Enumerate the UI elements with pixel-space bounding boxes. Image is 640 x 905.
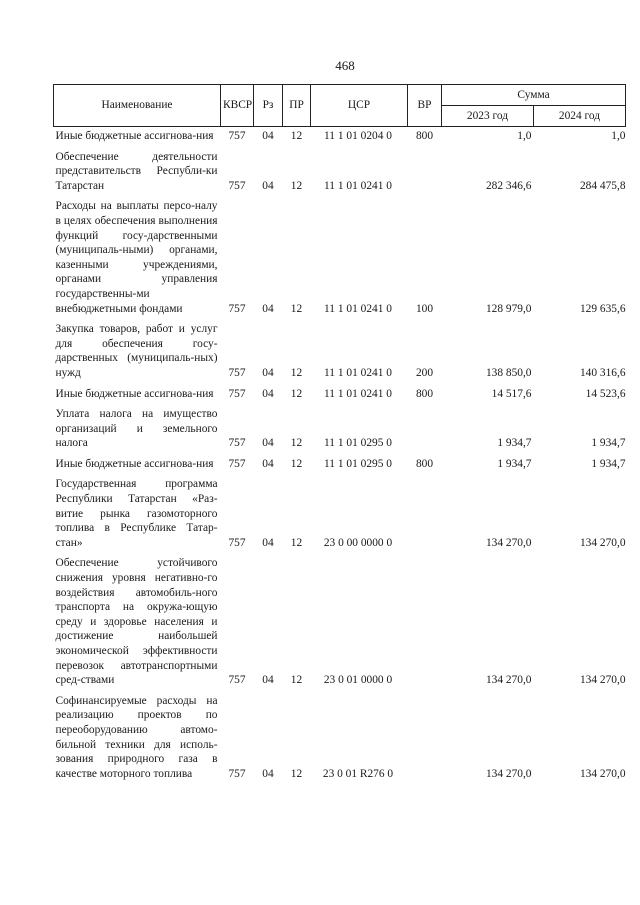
cell-vr: 100 bbox=[415, 302, 434, 315]
table-row bbox=[54, 384, 626, 405]
header-pr: ПР bbox=[283, 85, 311, 127]
cell-pr: 12 bbox=[290, 536, 303, 549]
cell-rz: 04 bbox=[262, 437, 274, 450]
cell-rz: 04 bbox=[262, 387, 274, 400]
budget-table bbox=[53, 84, 626, 784]
cell-pr: 12 bbox=[290, 387, 303, 400]
cell-csr: 11 1 01 0241 0 bbox=[324, 302, 392, 315]
cell-pr: 12 bbox=[290, 130, 303, 142]
cell-sum-2023: 134 270,0 bbox=[485, 674, 532, 687]
cell-name: Иные бюджетные ассигнова-ния bbox=[55, 457, 214, 470]
cell-sum-2024: 284 475,8 bbox=[579, 179, 626, 192]
cell-csr: 23 0 01 0000 0 bbox=[323, 674, 393, 687]
cell-vr bbox=[408, 553, 442, 690]
cell-name: Софинансируемые расходы на реализацию проектов по переоборудованию автомо-бильной техники для исполь-зования природного газа в качестве моторного топлива bbox=[55, 694, 218, 780]
table-row bbox=[54, 691, 626, 785]
cell-pr: 12 bbox=[290, 767, 303, 780]
header-vr: ВР bbox=[408, 85, 442, 127]
cell-csr: 11 1 01 0295 0 bbox=[324, 457, 392, 470]
cell-sum-2023: 1 934,7 bbox=[497, 457, 532, 470]
cell-sum-2024: 134 270,0 bbox=[579, 536, 626, 549]
header-year-2024: 2024 год bbox=[534, 106, 626, 127]
cell-sum-2024: 134 270,0 bbox=[579, 767, 626, 780]
cell-kvsr: 757 bbox=[228, 674, 246, 687]
cell-vr: 200 bbox=[415, 366, 434, 379]
table-row bbox=[54, 553, 626, 690]
table-header bbox=[54, 85, 626, 127]
cell-name: Расходы на выплаты персо-налу в целях обеспечения выполнения функций госу-дарственными (муниципаль-ными) органами, казенными учреждениями, органами управления государственны-ми внебюджетными фондами bbox=[55, 200, 218, 315]
page-number: 468 bbox=[335, 58, 355, 73]
cell-rz: 04 bbox=[262, 767, 274, 780]
cell-csr: 23 0 01 R276 0 bbox=[322, 767, 394, 780]
cell-vr bbox=[408, 474, 442, 553]
cell-kvsr: 757 bbox=[228, 437, 246, 450]
cell-vr: 800 bbox=[415, 130, 434, 142]
cell-name: Обеспечение деятельности представительств Республи-ки Татарстан bbox=[55, 150, 218, 192]
cell-kvsr: 757 bbox=[228, 767, 246, 780]
cell-rz: 04 bbox=[262, 302, 274, 315]
table-row bbox=[54, 474, 626, 553]
cell-kvsr: 757 bbox=[228, 457, 246, 470]
cell-sum-2024: 1 934,7 bbox=[591, 457, 626, 470]
cell-pr: 12 bbox=[290, 179, 303, 192]
cell-sum-2023: 14 517,6 bbox=[491, 387, 532, 400]
cell-vr: 800 bbox=[415, 387, 434, 400]
table-row bbox=[54, 454, 626, 475]
cell-kvsr: 757 bbox=[228, 130, 246, 142]
cell-kvsr: 757 bbox=[228, 536, 246, 549]
table-row bbox=[54, 147, 626, 197]
cell-sum-2024: 1,0 bbox=[611, 130, 626, 142]
cell-name: Уплата налога на имущество организаций и земельного налога bbox=[55, 408, 218, 450]
cell-csr: 11 1 01 0295 0 bbox=[324, 437, 392, 450]
table-row bbox=[54, 404, 626, 454]
cell-sum-2023: 1,0 bbox=[517, 130, 532, 142]
cell-name: Иные бюджетные ассигнова-ния bbox=[55, 387, 214, 400]
cell-csr: 11 1 01 0204 0 bbox=[324, 130, 392, 142]
header-year-2023: 2023 год bbox=[442, 106, 534, 127]
cell-csr: 11 1 01 0241 0 bbox=[324, 387, 392, 400]
cell-pr: 12 bbox=[290, 302, 303, 315]
cell-csr: 23 0 00 0000 0 bbox=[323, 536, 393, 549]
table-body bbox=[54, 127, 626, 785]
cell-sum-2024: 129 635,6 bbox=[579, 302, 626, 315]
table-row bbox=[54, 127, 626, 147]
cell-kvsr: 757 bbox=[228, 387, 246, 400]
header-kvsr: КВСР bbox=[221, 85, 254, 127]
cell-sum-2024: 1 934,7 bbox=[591, 437, 626, 450]
cell-sum-2024: 14 523,6 bbox=[585, 387, 626, 400]
cell-kvsr: 757 bbox=[228, 302, 246, 315]
cell-sum-2024: 134 270,0 bbox=[579, 674, 626, 687]
cell-name: Обеспечение устойчивого снижения уровня негативно-го воздействия автомобиль-ного транспорта на окружа-ющую среду и здоровье населения и достижение наибольшей экономической эффективности перевозок автотранспортными сред-ствами bbox=[55, 557, 218, 687]
cell-sum-2023: 138 850,0 bbox=[485, 366, 532, 379]
cell-rz: 04 bbox=[262, 130, 274, 142]
table-row bbox=[54, 196, 626, 319]
header-csr: ЦСР bbox=[311, 85, 408, 127]
cell-sum-2023: 128 979,0 bbox=[485, 302, 532, 315]
cell-vr: 800 bbox=[415, 457, 434, 470]
cell-sum-2023: 134 270,0 bbox=[485, 767, 532, 780]
table-row bbox=[54, 319, 626, 383]
cell-pr: 12 bbox=[290, 457, 303, 470]
cell-pr: 12 bbox=[290, 674, 303, 687]
cell-vr bbox=[408, 147, 442, 197]
cell-sum-2024: 140 316,6 bbox=[579, 366, 626, 379]
cell-name: Государственная программа Республики Татарстан «Раз-витие рынка газомоторного топлива в Республике Татар-стан» bbox=[55, 478, 218, 549]
cell-kvsr: 757 bbox=[228, 366, 246, 379]
cell-vr bbox=[408, 691, 442, 785]
cell-rz: 04 bbox=[262, 366, 274, 379]
header-name: Наименование bbox=[54, 85, 221, 127]
cell-sum-2023: 282 346,6 bbox=[485, 179, 532, 192]
cell-pr: 12 bbox=[290, 437, 303, 450]
cell-rz: 04 bbox=[262, 536, 274, 549]
header-sum: Сумма bbox=[442, 85, 626, 106]
cell-vr bbox=[408, 404, 442, 454]
cell-pr: 12 bbox=[290, 366, 303, 379]
cell-name: Иные бюджетные ассигнова-ния bbox=[55, 130, 214, 142]
cell-name: Закупка товаров, работ и услуг для обеспечения госу-дарственных (муниципаль-ных) нужд bbox=[55, 323, 218, 379]
cell-rz: 04 bbox=[262, 457, 274, 470]
cell-rz: 04 bbox=[262, 674, 274, 687]
cell-sum-2023: 134 270,0 bbox=[485, 536, 532, 549]
cell-kvsr: 757 bbox=[228, 179, 246, 192]
header-rz: Рз bbox=[254, 85, 283, 127]
cell-sum-2023: 1 934,7 bbox=[497, 437, 532, 450]
cell-rz: 04 bbox=[262, 179, 274, 192]
cell-csr: 11 1 01 0241 0 bbox=[324, 179, 392, 192]
cell-csr: 11 1 01 0241 0 bbox=[324, 366, 392, 379]
